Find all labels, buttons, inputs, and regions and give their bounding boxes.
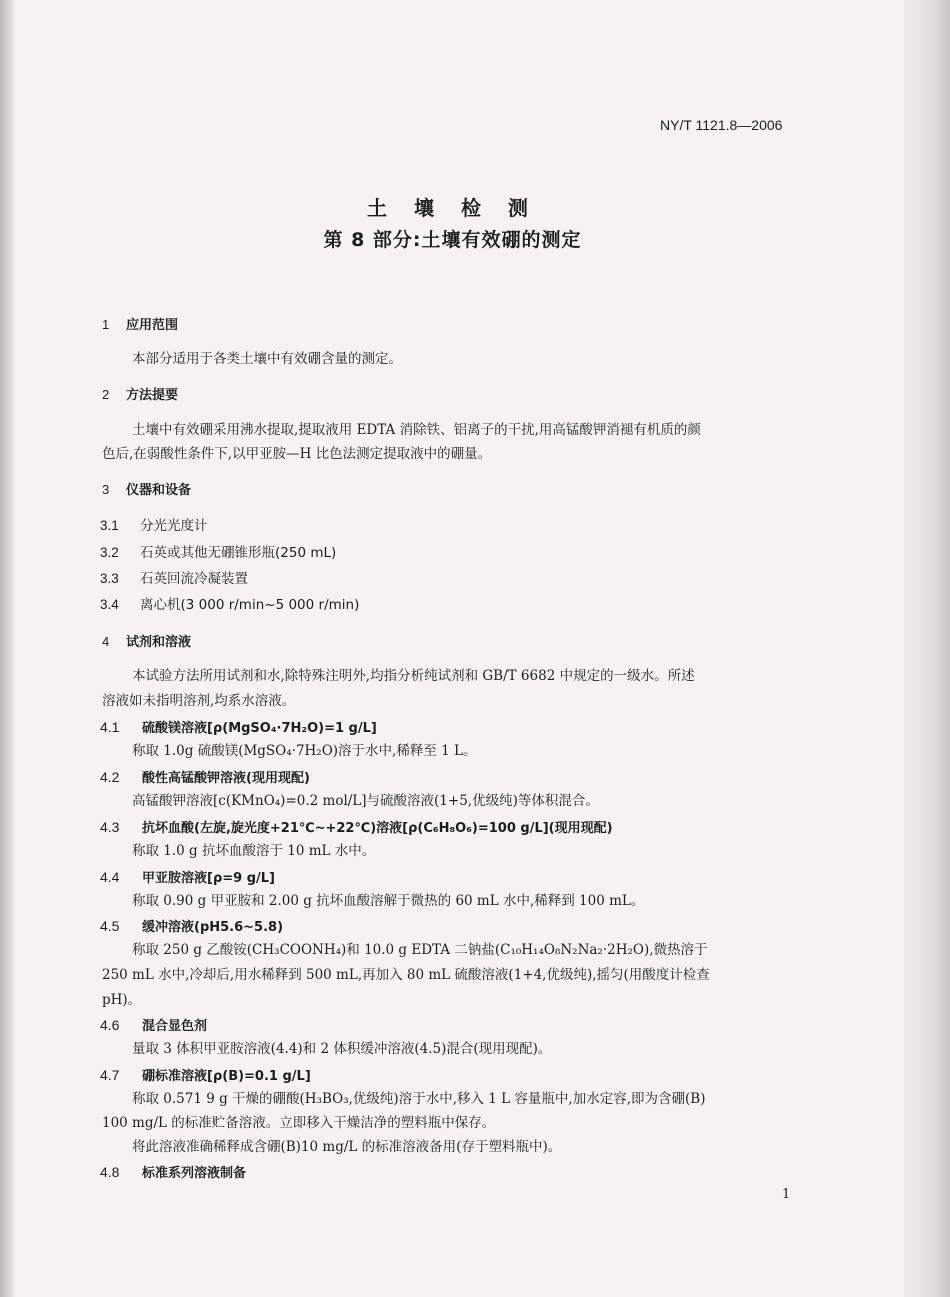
subsection-heading xyxy=(100,768,310,788)
subsection-title: 缓冲溶液(pH5.6~5.8) xyxy=(142,920,284,935)
list-item xyxy=(100,596,359,614)
item-text: 离心机(3 000 r/min~5 000 r/min) xyxy=(140,597,360,613)
section-title: 试剂和溶液 xyxy=(126,635,192,650)
section-number: 2 xyxy=(102,387,110,402)
subsection-title: 硼标准溶液[ρ(B)=0.1 g/L] xyxy=(142,1069,311,1084)
subsection-title: 酸性高锰酸钾溶液(现用现配) xyxy=(142,771,310,786)
list-item xyxy=(100,570,248,588)
paragraph-line: 称取 1.0g 硫酸镁(MgSO₄·7H₂O)溶于水中,稀释至 1 L。 xyxy=(132,743,477,759)
subsection-number: 4.3 xyxy=(100,819,120,835)
paragraph-line: 量取 3 体积甲亚胺溶液(4.4)和 2 体积缓冲溶液(4.5)混合(现用现配)。 xyxy=(132,1041,552,1057)
subsection-heading xyxy=(100,1163,246,1183)
item-number: 3.4 xyxy=(100,597,119,612)
list-item xyxy=(100,544,336,562)
standard-number: NY/T 1121.8—2006 xyxy=(660,117,783,133)
subsection-number: 4.6 xyxy=(100,1017,120,1033)
document-title: 土 壤 检 测 xyxy=(367,196,538,220)
paragraph-line: 将此溶液准确稀释成含硼(B)10 mg/L 的标准溶液备用(存于塑料瓶中)。 xyxy=(132,1139,562,1155)
item-text: 石英或其他无硼锥形瓶(250 mL) xyxy=(140,545,337,561)
paragraph-line: 250 mL 水中,冷却后,用水稀释到 500 mL,再加入 80 mL 硫酸溶液(1+4,优级纯),摇匀(用酸度计检查 xyxy=(102,967,710,983)
paragraph-line: 称取 250 g 乙酸铵(CH₃COONH₄)和 10.0 g EDTA 二钠盐(C₁₀H₁₄O₈N₂Na₂·2H₂O),微热溶于 xyxy=(132,942,708,958)
subsection-heading xyxy=(100,1066,311,1086)
paragraph-line: 色后,在弱酸性条件下,以甲亚胺—H 比色法测定提取液中的硼量。 xyxy=(102,446,492,462)
section-heading-3 xyxy=(102,481,191,500)
section-number: 4 xyxy=(102,634,110,649)
subsection-number: 4.2 xyxy=(100,769,120,785)
section-number: 1 xyxy=(102,317,110,332)
subsection-heading xyxy=(100,818,613,838)
subsection-title: 抗坏血酸(左旋,旋光度+21℃~+22℃)溶液[ρ(C₆H₈O₆)=100 g/L](现用现配) xyxy=(142,821,613,836)
subsection-heading xyxy=(100,1016,207,1036)
scan-shadow-right xyxy=(904,0,950,1297)
subsection-title: 甲亚胺溶液[ρ=9 g/L] xyxy=(142,871,275,886)
paragraph-line: 称取 1.0 g 抗坏血酸溶于 10 mL 水中。 xyxy=(132,843,376,859)
paragraph-line: 称取 0.571 9 g 干燥的硼酸(H₃BO₃,优级纯)溶于水中,移入 1 L 容量瓶中,加水定容,即为含硼(B) xyxy=(132,1091,706,1107)
item-text: 石英回流冷凝装置 xyxy=(140,571,248,587)
subsection-title: 硫酸镁溶液[ρ(MgSO₄·7H₂O)=1 g/L] xyxy=(142,721,377,736)
list-item xyxy=(100,517,208,535)
subsection-number: 4.4 xyxy=(100,869,120,885)
section-title: 方法提要 xyxy=(126,388,179,403)
subsection-number: 4.5 xyxy=(100,918,120,934)
section-title: 仪器和设备 xyxy=(126,483,192,498)
section-heading-2 xyxy=(102,386,178,405)
subsection-number: 4.7 xyxy=(100,1067,120,1083)
subsection-title: 混合显色剂 xyxy=(142,1019,208,1034)
section-title: 应用范围 xyxy=(126,318,179,333)
paragraph-line: 称取 0.90 g 甲亚胺和 2.00 g 抗坏血酸溶解于微热的 60 mL 水中,稀释到 100 mL。 xyxy=(132,893,645,909)
paragraph-line: 100 mg/L 的标准贮备溶液。立即移入干燥洁净的塑料瓶中保存。 xyxy=(102,1115,496,1131)
subsection-title: 标准系列溶液制备 xyxy=(142,1166,247,1181)
section-heading-1 xyxy=(102,316,178,335)
paragraph-line: 土壤中有效硼采用沸水提取,提取液用 EDTA 消除铁、铝离子的干扰,用高锰酸钾消褪有机质的颜 xyxy=(132,422,701,438)
scan-shadow-left xyxy=(0,0,14,1297)
item-number: 3.1 xyxy=(100,518,119,533)
paragraph: 本部分适用于各类土壤中有效硼含量的测定。 xyxy=(132,351,402,367)
subsection-number: 4.1 xyxy=(100,719,120,735)
section-heading-4 xyxy=(102,633,191,652)
subsection-heading xyxy=(100,868,275,888)
paragraph-line: 高锰酸钾溶液[c(KMnO₄)=0.2 mol/L]与硫酸溶液(1+5,优级纯)等体积混合。 xyxy=(132,793,599,809)
section-number: 3 xyxy=(102,482,110,497)
document-subtitle: 第 8 部分:土壤有效硼的测定 xyxy=(323,229,582,251)
paragraph-line: 溶液如未指明溶剂,均系水溶液。 xyxy=(102,693,296,709)
subsection-heading xyxy=(100,917,283,937)
item-number: 3.3 xyxy=(100,571,119,586)
item-text: 分光光度计 xyxy=(140,518,208,534)
item-number: 3.2 xyxy=(100,545,119,560)
page-number: 1 xyxy=(782,1187,791,1202)
subsection-heading xyxy=(100,718,377,738)
paragraph-line: 本试验方法所用试剂和水,除特殊注明外,均指分析纯试剂和 GB/T 6682 中规定的一级水。所述 xyxy=(132,668,695,684)
subsection-number: 4.8 xyxy=(100,1164,120,1180)
paragraph-line: pH)。 xyxy=(102,992,142,1008)
